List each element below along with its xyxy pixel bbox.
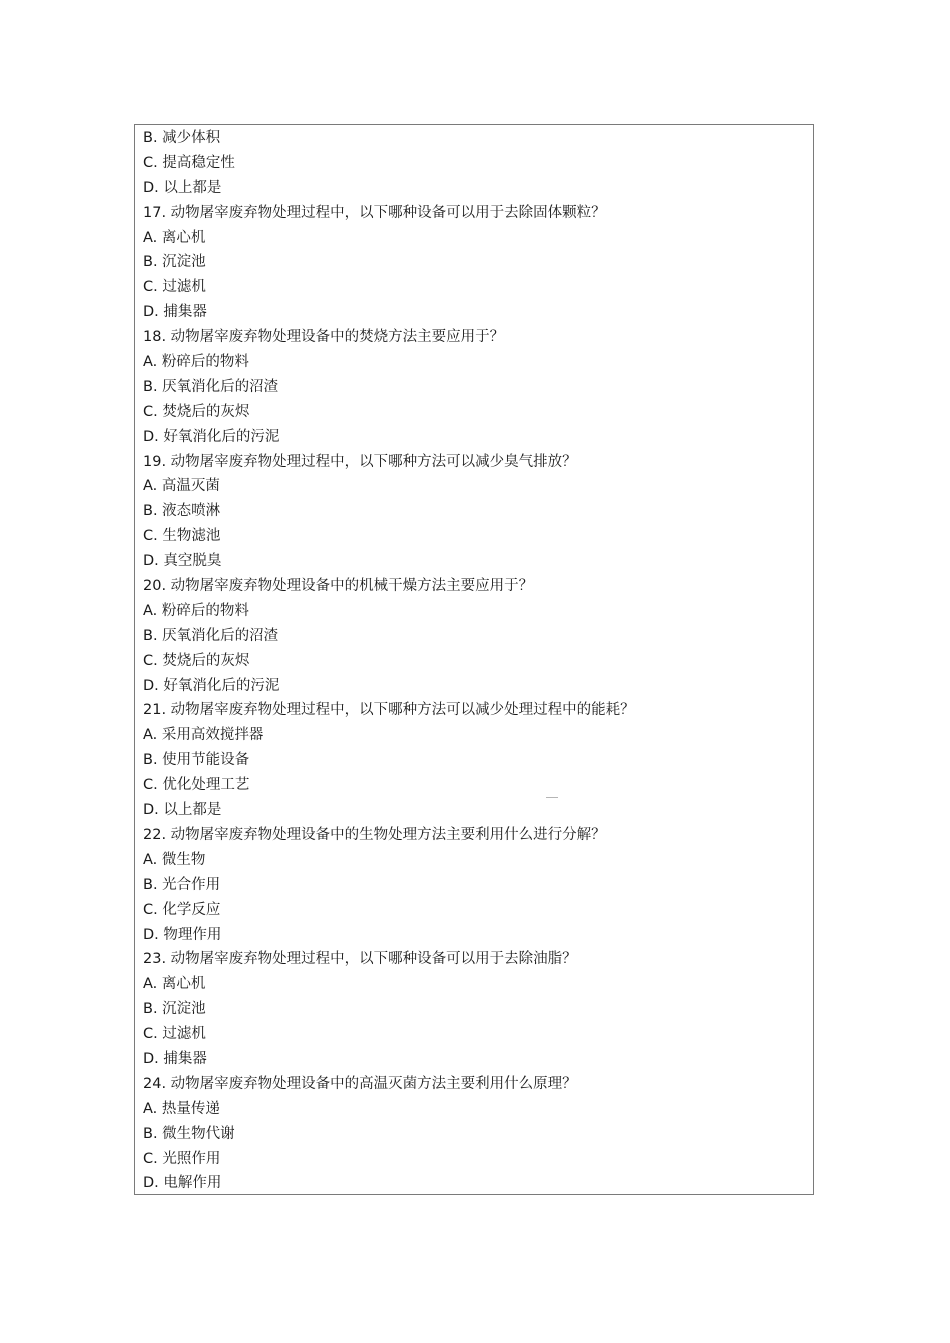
question-line: 23. 动物屠宰废弃物处理过程中，以下哪种设备可以用于去除油脂？ — [143, 951, 577, 968]
option-line: C. 光照作用 — [143, 1150, 221, 1167]
option-line: A. 热量传递 — [143, 1100, 220, 1117]
option-line: A. 离心机 — [143, 976, 206, 993]
option-line: D. 电解作用 — [143, 1175, 222, 1192]
option-line: A. 微生物 — [143, 851, 206, 868]
stray-mark — [546, 797, 558, 798]
option-line: B. 使用节能设备 — [143, 752, 250, 769]
option-line: A. 离心机 — [143, 229, 206, 246]
option-line: C. 焚烧后的灰烬 — [143, 403, 250, 420]
option-line: B. 沉淀池 — [143, 254, 206, 271]
question-list — [143, 126, 803, 1196]
option-line: B. 厌氧消化后的沼渣 — [143, 378, 279, 395]
option-line: B. 液态喷淋 — [143, 503, 221, 520]
option-line: B. 光合作用 — [143, 876, 221, 893]
question-line: 18. 动物屠宰废弃物处理设备中的焚烧方法主要应用于？ — [143, 329, 505, 346]
option-line: D. 捕集器 — [143, 1050, 207, 1067]
option-line: D. 好氧消化后的污泥 — [143, 677, 280, 694]
option-line: D. 以上都是 — [143, 179, 222, 196]
option-line: A. 高温灭菌 — [143, 478, 220, 495]
question-line: 19. 动物屠宰废弃物处理过程中，以下哪种方法可以减少臭气排放？ — [143, 453, 577, 470]
option-line: B. 减少体积 — [143, 130, 221, 146]
option-line: C. 化学反应 — [143, 901, 221, 918]
option-line: D. 真空脱臭 — [143, 553, 222, 570]
option-line: A. 粉碎后的物料 — [143, 602, 249, 619]
option-line: C. 提高稳定性 — [143, 154, 235, 171]
question-line: 22. 动物屠宰废弃物处理设备中的生物处理方法主要利用什么进行分解？ — [143, 826, 606, 843]
option-line: B. 微生物代谢 — [143, 1125, 235, 1142]
option-line: D. 以上都是 — [143, 802, 222, 819]
question-line: 24. 动物屠宰废弃物处理设备中的高温灭菌方法主要利用什么原理？ — [143, 1075, 577, 1092]
option-line: A. 粉碎后的物料 — [143, 354, 249, 371]
option-line: C. 过滤机 — [143, 1026, 206, 1043]
option-line: A. 采用高效搅拌器 — [143, 727, 264, 744]
option-line: B. 沉淀池 — [143, 1001, 206, 1018]
option-line: C. 优化处理工艺 — [143, 777, 250, 794]
option-line: D. 物理作用 — [143, 926, 222, 943]
question-line: 21. 动物屠宰废弃物处理过程中，以下哪种方法可以减少处理过程中的能耗？ — [143, 702, 635, 719]
option-line: B. 厌氧消化后的沼渣 — [143, 627, 279, 644]
question-line: 20. 动物屠宰废弃物处理设备中的机械干燥方法主要应用于？ — [143, 578, 534, 595]
question-line: 17. 动物屠宰废弃物处理过程中，以下哪种设备可以用于去除固体颗粒？ — [143, 204, 606, 221]
option-line: C. 生物滤池 — [143, 528, 221, 545]
option-line: C. 过滤机 — [143, 279, 206, 296]
option-line: C. 焚烧后的灰烬 — [143, 652, 250, 669]
option-line: D. 捕集器 — [143, 304, 207, 321]
option-line: D. 好氧消化后的污泥 — [143, 428, 280, 445]
